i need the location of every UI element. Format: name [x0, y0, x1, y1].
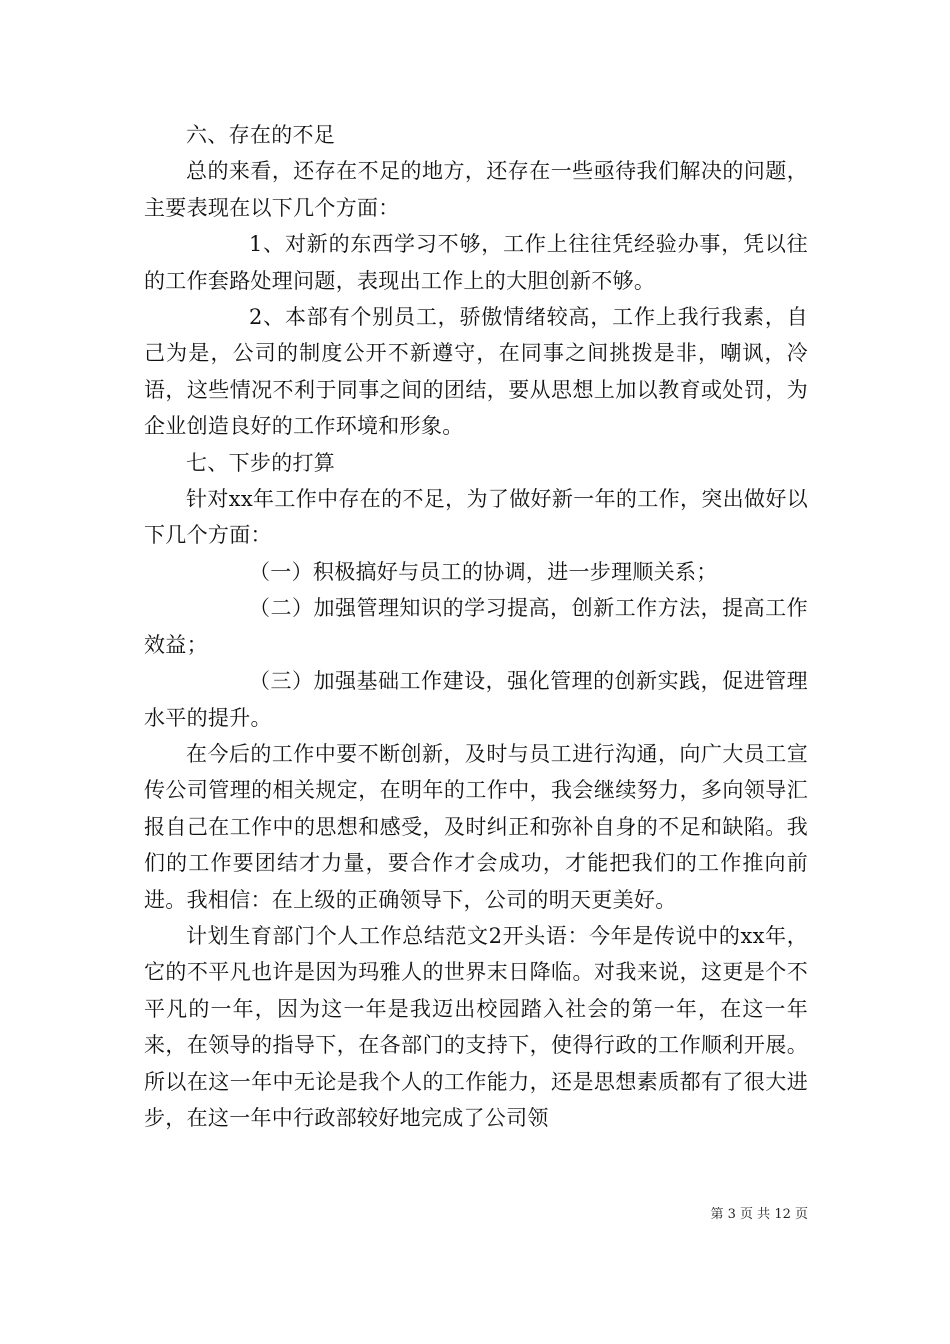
list-item-shortcoming-1: 1、对新的东西学习不够，工作上往往凭经验办事，凭以往的工作套路处理问题，表现出工作上的大胆创新不够。 — [144, 232, 808, 293]
document-body — [144, 117, 808, 1136]
list-item-shortcoming-2: 2、本部有个别员工，骄傲情绪较高，工作上我行我素，自己为是，公司的制度公开不新遵守，在同事之间挑拨是非，嘲讽，冷语，这些情况不利于同事之间的团结，要从思想上加以教育或处罚，为企业创造良好的工作环境和形象。 — [144, 305, 808, 439]
page-number-footer: 第 3 页 共 12 页 — [710, 1207, 808, 1222]
paragraph-shortcomings-intro: 总的来看，还存在不足的地方，还存在一些亟待我们解决的问题，主要表现在以下几个方面： — [144, 159, 808, 220]
paragraph-summary-2-opening: 计划生育部门个人工作总结范文2开头语：今年是传说中的xx年，它的不平凡也许是因为玛雅人的世界末日降临。对我来说，这更是个不平凡的一年，因为这一年是我迈出校园踏入社会的第一年，在这一年来，在领导的指导下，在各部门的支持下，使得行政的工作顺利开展。所以在这一年中无论是我个人的工作能力，还是思想素质都有了很大进步，在这一年中行政部较好地完成了公司领 — [144, 923, 808, 1130]
paragraph-future-work: 在今后的工作中要不断创新，及时与员工进行沟通，向广大员工宣传公司管理的相关规定，在明年的工作中，我会继续努力，多向领导汇报自己在工作中的思想和感受，及时纠正和弥补自身的不足和缺陷。我们的工作要团结才力量，要合作才会成功，才能把我们的工作推向前进。我相信：在上级的正确领导下，公司的明天更美好。 — [144, 741, 808, 912]
paragraph-next-plan-intro: 针对xx年工作中存在的不足，为了做好新一年的工作，突出做好以下几个方面： — [144, 487, 808, 548]
list-item-plan-2: （二）加强管理知识的学习提高，创新工作方法，提高工作效益； — [144, 596, 808, 657]
list-item-plan-1: （一）积极搞好与员工的协调，进一步理顺关系； — [249, 559, 718, 584]
section-heading-shortcomings: 六、存在的不足 — [186, 123, 336, 147]
list-item-plan-3: （三）加强基础工作建设，强化管理的创新实践，促进管理水平的提升。 — [144, 669, 808, 730]
section-heading-next-plan: 七、下步的打算 — [186, 450, 336, 475]
